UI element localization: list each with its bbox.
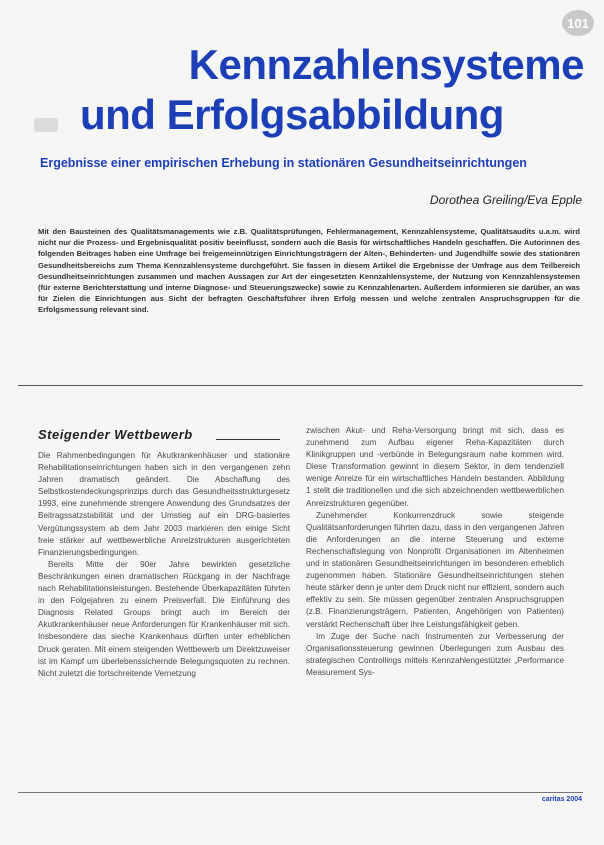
left-column — [38, 450, 290, 680]
paragraph: Bereits Mitte der 90er Jahre bewirkten gesetzliche Beschränkungen einen dramatischen Rückgang in der Nachfrage nach Rehabilitationsleistungen. Bestehende Überkapazitäten führten in den Folgejahren zu einem Preisverfall. Die Einführung des Diagnosis Related Groups bringt auch im Bereich der Akutkrankenhäuser neue Anforderungen für Krankenhäuser mit sich. Insbesondere das sieche Krankenhaus dürften unter erheblichen Druck geraten. Mit einem steigenden Wettbewerb um Direktzuweiser ist im Kampf um überlebenssichernde Belegungsquoten zu rechnen. Nicht zuletzt die fortschreitende Vernetzung — [38, 559, 290, 678]
paragraph: Im Zuge der Suche nach Instrumenten zur Verbesserung der Organisationssteuerung gewinnen Überlegungen zum Ausbau des strategischen Controllings mittels Kennzahlengestützter „Performance Measurement Sys- — [306, 631, 564, 677]
article-authors: Dorothea Greiling/Eva Epple — [429, 193, 582, 207]
paragraph: Zunehmender Konkurrenzdruck sowie steigende Qualitätsanforderungen führten dazu, dass in den vergangenen Jahren die Anforderungen an die interne Steuerung und externe Rechenschaftslegung von Nonprofit Organisationen im Altenheimen und in stationären Gesundheitseinrichtungen im besonderen erheblich zugenommen haben. Stationäre Gesundheitseinrichtungen stehen heute stärker denn je unter dem Druck nicht nur effizient, sondern auch effektiv zu sein. Sie müssen gegenüber zentralen Anspruchsgruppen (z.B. Finanzierungsträgern, Patienten, Angehörigen von Patienten) verstärkt Rechenschaft über ihre Leistungsfähigkeit geben. — [306, 510, 564, 629]
page-number-badge: 101 — [562, 10, 594, 36]
paragraph: zwischen Akut- und Reha-Versorgung bringt mit sich, dass es zunehmend zum Aufbau eigener Reha-Kapazitäten durch Klinikgruppen und -verbünde in Belegungsraum nahe kommen wird. Diese Transformation gewinnt in diesem Sektor, in dem tendenziell wenige Anreize für ein wirtschaftliches Handeln bestanden. Abbildung 1 stellt die traditionellen und die sich abzeichnenden wettbewerblichen Anreizstrukturen gegenüber. — [306, 426, 564, 508]
article-subtitle: Ergebnisse einer empirischen Erhebung in stationären Gesundheitseinrichtungen — [40, 156, 527, 170]
section-divider — [18, 385, 583, 386]
article-title-line-1: Kennzahlensysteme — [188, 41, 584, 88]
footer-rule — [18, 792, 583, 793]
footer-label: caritas 2004 — [541, 796, 582, 803]
section-heading: Steigender Wettbewerb — [38, 427, 193, 442]
abstract-text: Mit den Bausteinen des Qualitätsmanagements wie z.B. Qualitätsprüfungen, Fehlermanagement, Kennzahlensysteme, Qualitätsaudits u.a.m. wird nicht nur die Prozess- und Ergebnisqualität positiv beeinflusst, sondern auch die Basis für wirtschaftliches Handeln geschaffen. Die Autorinnen des folgenden Beitrages haben eine Umfrage bei freigemeinnützigen Einrichtungsträgern der Alten-, Behinderten- und Jugendhilfe sowie des stationären Gesundheitsbereichs zum Thema Kennzahlensysteme durchgeführt. Sie fassen in diesem Artikel die Ergebnisse der Umfrage aus dem Teilbereich Gesundheitseinrichtungen zusammen und machen Aussagen zur Art der eingesetzten Kennzahlensysteme, der Nutzung von Kennzahlensystemen (für externe Berichterstattung und interne Diagnose- und Steuerungszwecke) sowie zu Kennzahlenarten. Außerdem informieren sie darüber, an was für Zielen die Einrichtungen aus Sicht der befragten Geschäftsführer ihren Erfolg messen und welche zentralen Anspruchsgruppen für die Erfolgsmessung relevant sind. — [38, 227, 580, 315]
paragraph: Die Rahmenbedingungen für Akutkrankenhäuser und stationäre Rehabilitationseinrichtungen haben sich in den vergangenen zehn Jahren dramatisch geändert. Die Abschaffung des Selbstkostendeckungsprinzips durch das Gesundheitsstrukturgesetz 1993, eine zunehmende strengere Anwendung des Grundsatzes der Beitragssatzstabilität und der Umstieg auf ein DRG-basiertes Vergütungssystem ab dem Jahr 2003 markieren den einige Sicht freie stärker auf wettbewerbliche Anreizstrukturen ausgerichteten Finanzierungsbedingungen. — [38, 451, 290, 557]
article-abstract — [38, 226, 580, 316]
decorative-marker — [34, 118, 58, 132]
right-column — [306, 425, 564, 679]
section-heading-underline — [216, 439, 280, 440]
article-title-line-2: und Erfolgsabbildung — [80, 91, 504, 138]
